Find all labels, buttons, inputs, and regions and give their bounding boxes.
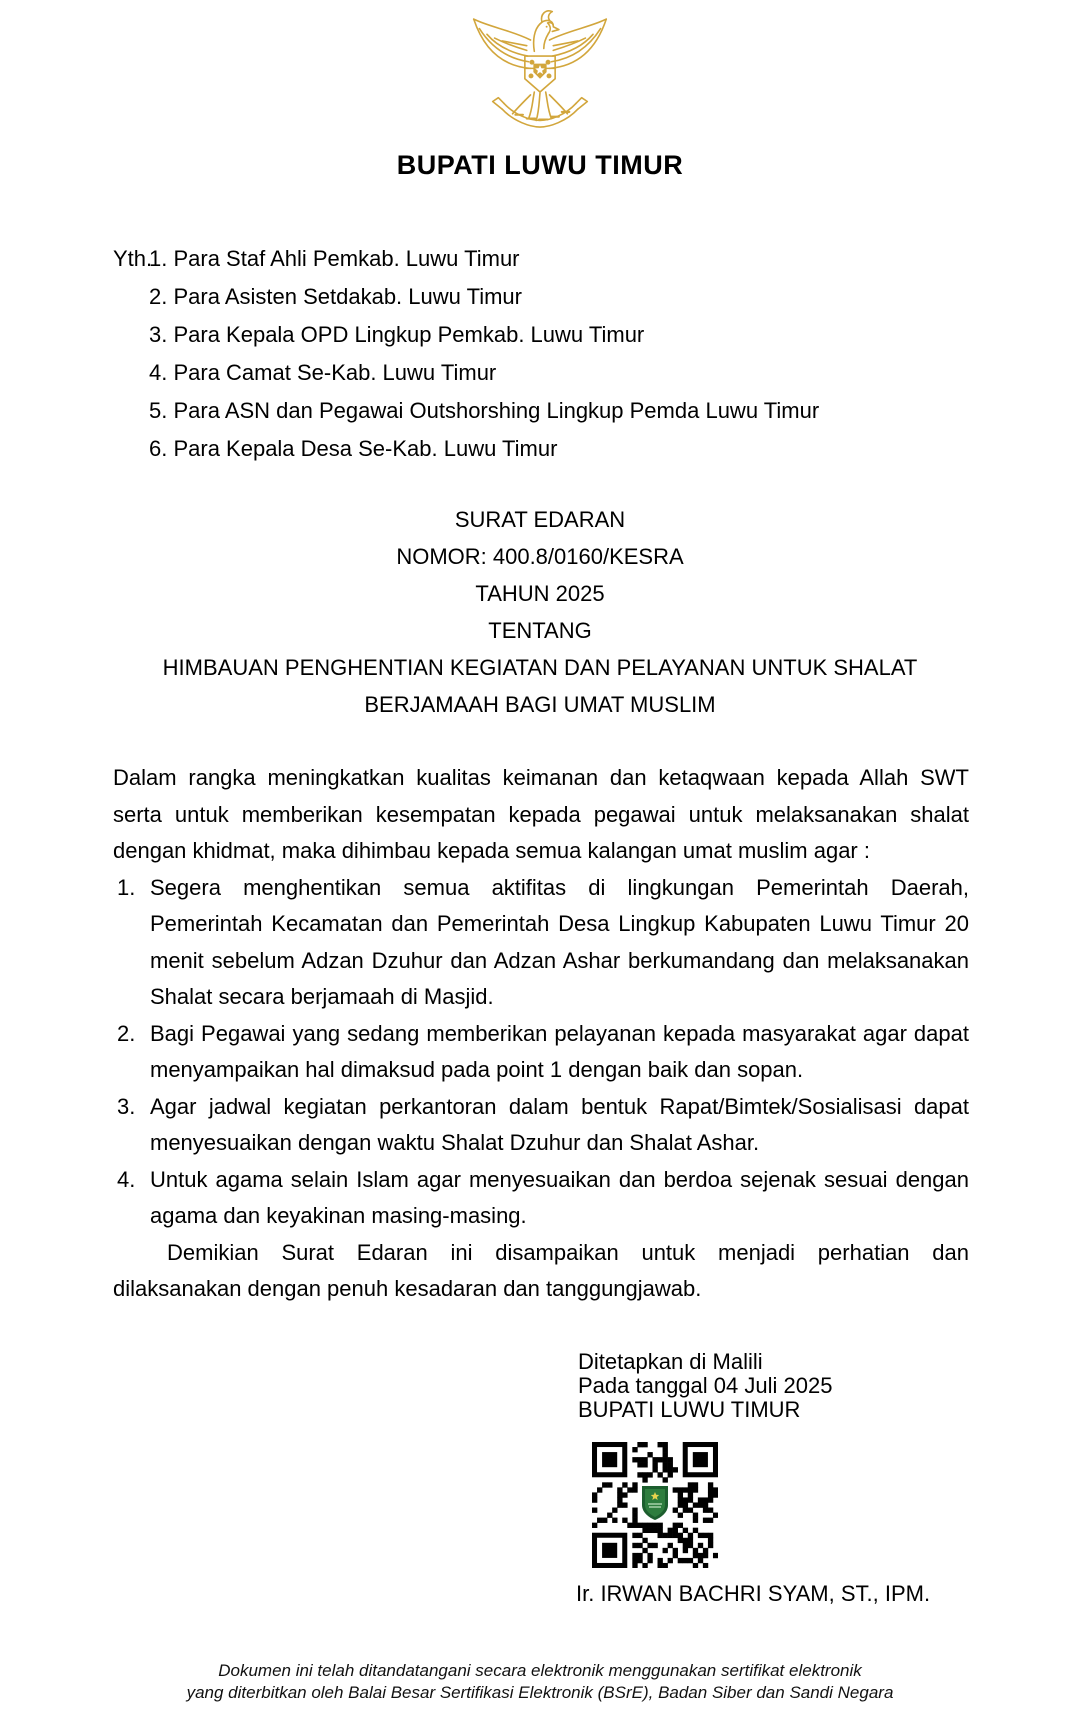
recipient-line [113,316,973,354]
recipient-text: 4. Para Camat Se-Kab. Luwu Timur [149,360,497,385]
footer-line: yang diterbitkan oleh Balai Besar Sertifikasi Elektronik (BSrE), Badan Siber dan Sandi Negara [186,1683,894,1702]
recipient-line [113,430,973,468]
heading-line: TAHUN 2025 [475,581,605,606]
recipient-text: 5. Para ASN dan Pegawai Outshorshing Lingkup Pemda Luwu Timur [149,398,820,423]
closing-paragraph: Demikian Surat Edaran ini disampaikan untuk menjadi perhatian dan dilaksanakan dengan penuh kesadaran dan tanggungjawab. [113,1239,969,1301]
recipient-line [113,392,973,430]
recipient-text: 1. Para Staf Ahli Pemkab. Luwu Timur [149,246,520,271]
footer-line: Dokumen ini telah ditandatangani secara elektronik menggunakan sertifikat elektronik [218,1661,862,1680]
page-title: BUPATI LUWU TIMUR [396,150,684,180]
list-item-number: 1. [117,874,136,900]
recipient-line [113,278,973,316]
signature-place: Ditetapkan di Malili [578,1349,763,1374]
list-item [113,870,969,1016]
list-item-number: 2. [117,1020,136,1046]
recipient-text: 3. Para Kepala OPD Lingkup Pemkab. Luwu Timur [149,322,645,347]
recipient-line [113,354,973,392]
list-item [113,1162,969,1235]
electronic-signature-notice [0,1660,1080,1704]
list-item-number: 3. [117,1093,136,1119]
signature-date: Pada tanggal 04 Juli 2025 [578,1373,833,1398]
recipient-list [113,240,973,468]
list-item [113,1089,969,1162]
list-item-text: Bagi Pegawai yang sedang memberikan pelayanan kepada masyarakat agar dapat menyampaikan hal dimaksud pada point 1 dengan baik dan sopan. [150,1020,969,1082]
letter-heading [0,501,1080,723]
heading-line: HIMBAUAN PENGHENTIAN KEGIATAN DAN PELAYANAN UNTUK SHALAT [162,655,918,680]
recipient-text: 2. Para Asisten Setdakab. Luwu Timur [149,284,522,309]
qr-code [592,1442,718,1568]
list-item-text: Untuk agama selain Islam agar menyesuaikan dan berdoa sejenak sesuai dengan agama dan keyakinan masing-masing. [150,1166,969,1228]
heading-line: SURAT EDARAN [454,507,626,532]
recipient-text: 6. Para Kepala Desa Se-Kab. Luwu Timur [149,436,558,461]
list-item-text: Agar jadwal kegiatan perkantoran dalam bentuk Rapat/Bimtek/Sosialisasi dapat menyesuaikan dengan waktu Shalat Dzuhur dan Shalat Ashar. [150,1093,969,1155]
heading-line: TENTANG [488,618,592,643]
heading-line: BERJAMAAH BAGI UMAT MUSLIM [364,692,716,717]
letter-body [113,760,969,1308]
garuda-pancasila-emblem [464,4,616,151]
recipient-line [113,240,973,278]
list-item-number: 4. [117,1166,136,1192]
list-item [113,1016,969,1089]
signature-office: BUPATI LUWU TIMUR [578,1397,801,1422]
signer-name: Ir. IRWAN BACHRI SYAM, ST., IPM. [576,1581,931,1606]
list-item-text: Segera menghentikan semua aktifitas di lingkungan Pemerintah Daerah, Pemerintah Kecamatan dan Pemerintah Desa Lingkup Kabupaten Luwu Timur 20 menit sebelum Adzan Dzuhur dan Adzan Ashar berkumandang dan melaksanakan Shalat secara berjamaah di Masjid. [150,874,969,1009]
signature-block [578,1350,832,1422]
salutation: Yth. [113,246,153,271]
intro-paragraph: Dalam rangka meningkatkan kualitas keimanan dan ketaqwaan kepada Allah SWT serta untuk memberikan kesempatan kepada pegawai untuk melaksanakan shalat dengan khidmat, maka dihimbau kepada semua kalangan umat muslim agar : [113,765,969,863]
heading-line: NOMOR: 400.8/0160/KESRA [396,544,684,569]
